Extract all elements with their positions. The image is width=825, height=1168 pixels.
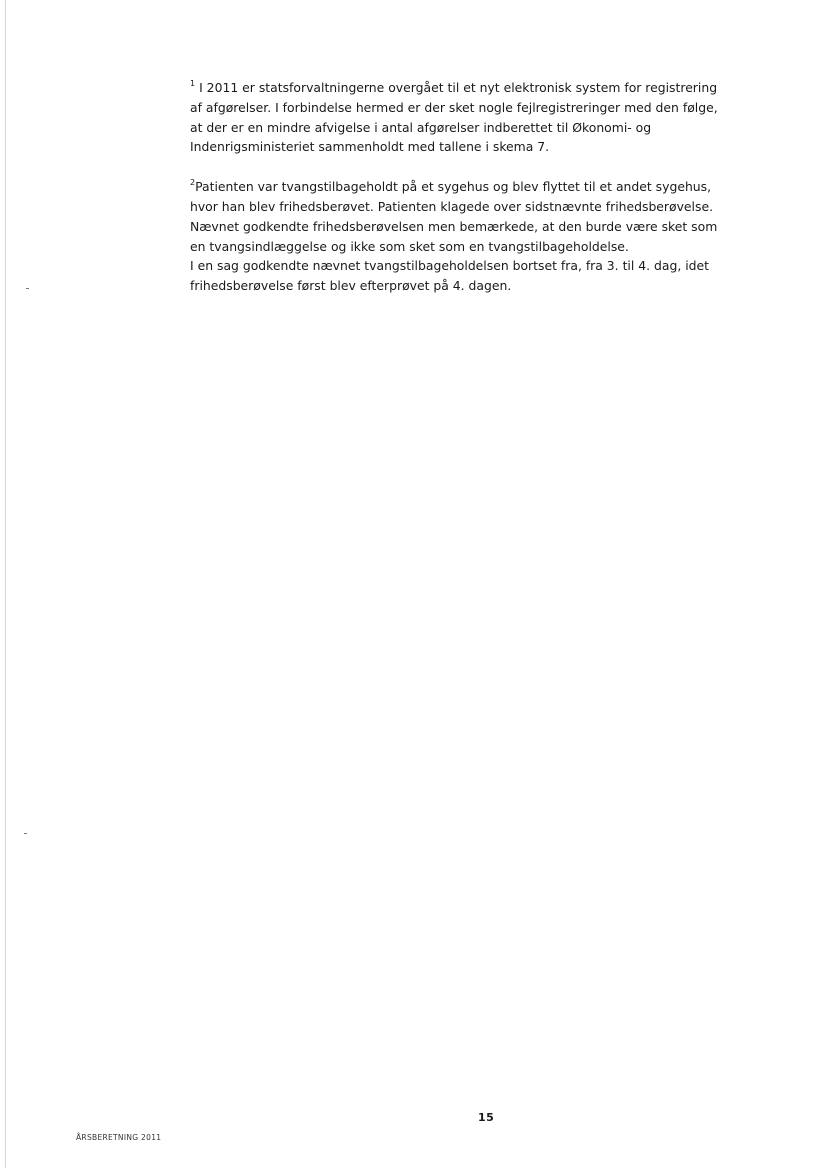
footnote-2-line-1 bbox=[190, 177, 750, 197]
scan-edge-line bbox=[5, 0, 6, 1168]
footnote-1-line-1-text: I 2011 er statsforvaltningerne overgået til et nyt elektronisk system for registrering bbox=[199, 80, 718, 95]
footnote-1-line-1 bbox=[190, 78, 750, 98]
footnotes-section bbox=[190, 78, 750, 316]
footnote-2-line-4: en tvangsindlæggelse og ikke som sket som en tvangstilbageholdelse. bbox=[190, 238, 629, 254]
running-footer-title: ÅRSBERETNING 2011 bbox=[76, 1133, 162, 1142]
footnote-2-marker: 2 bbox=[190, 178, 196, 188]
footnote-2-line-6: frihedsberøvelse først blev efterprøvet på 4. dagen. bbox=[190, 278, 512, 294]
footnote-2-line-3: Nævnet godkendte frihedsberøvelsen men bemærkede, at den burde være sket som bbox=[190, 218, 718, 234]
footnote-2-line-2: hvor han blev frihedsberøvet. Patienten klagede over sidstnævnte frihedsberøvelse. bbox=[190, 198, 714, 214]
page-number: 15 bbox=[478, 1111, 495, 1124]
footnote-2 bbox=[190, 177, 750, 296]
footnote-1-marker: 1 bbox=[190, 79, 196, 88]
footnote-2-line-1-text: Patienten var tvangstilbageholdt på et sygehus og blev flyttet til et andet sygehus, bbox=[195, 179, 712, 195]
footnote-1-line-2: af afgørelser. I forbindelse hermed er der sket nogle fejlregistreringer med den følge, bbox=[190, 99, 718, 115]
footnote-1-line-4: Indenrigsministeriet sammenholdt med tallene i skema 7. bbox=[190, 139, 550, 155]
footnote-2-line-5: I en sag godkendte nævnet tvangstilbageholdelsen bortset fra, fra 3. til 4. dag, idet bbox=[190, 258, 709, 274]
footnote-1 bbox=[190, 78, 750, 157]
scan-speck bbox=[26, 288, 29, 289]
scan-speck bbox=[24, 833, 27, 834]
footnote-1-line-3: at der er en mindre afvigelse i antal afgørelser indberettet til Økonomi- og bbox=[190, 119, 652, 135]
